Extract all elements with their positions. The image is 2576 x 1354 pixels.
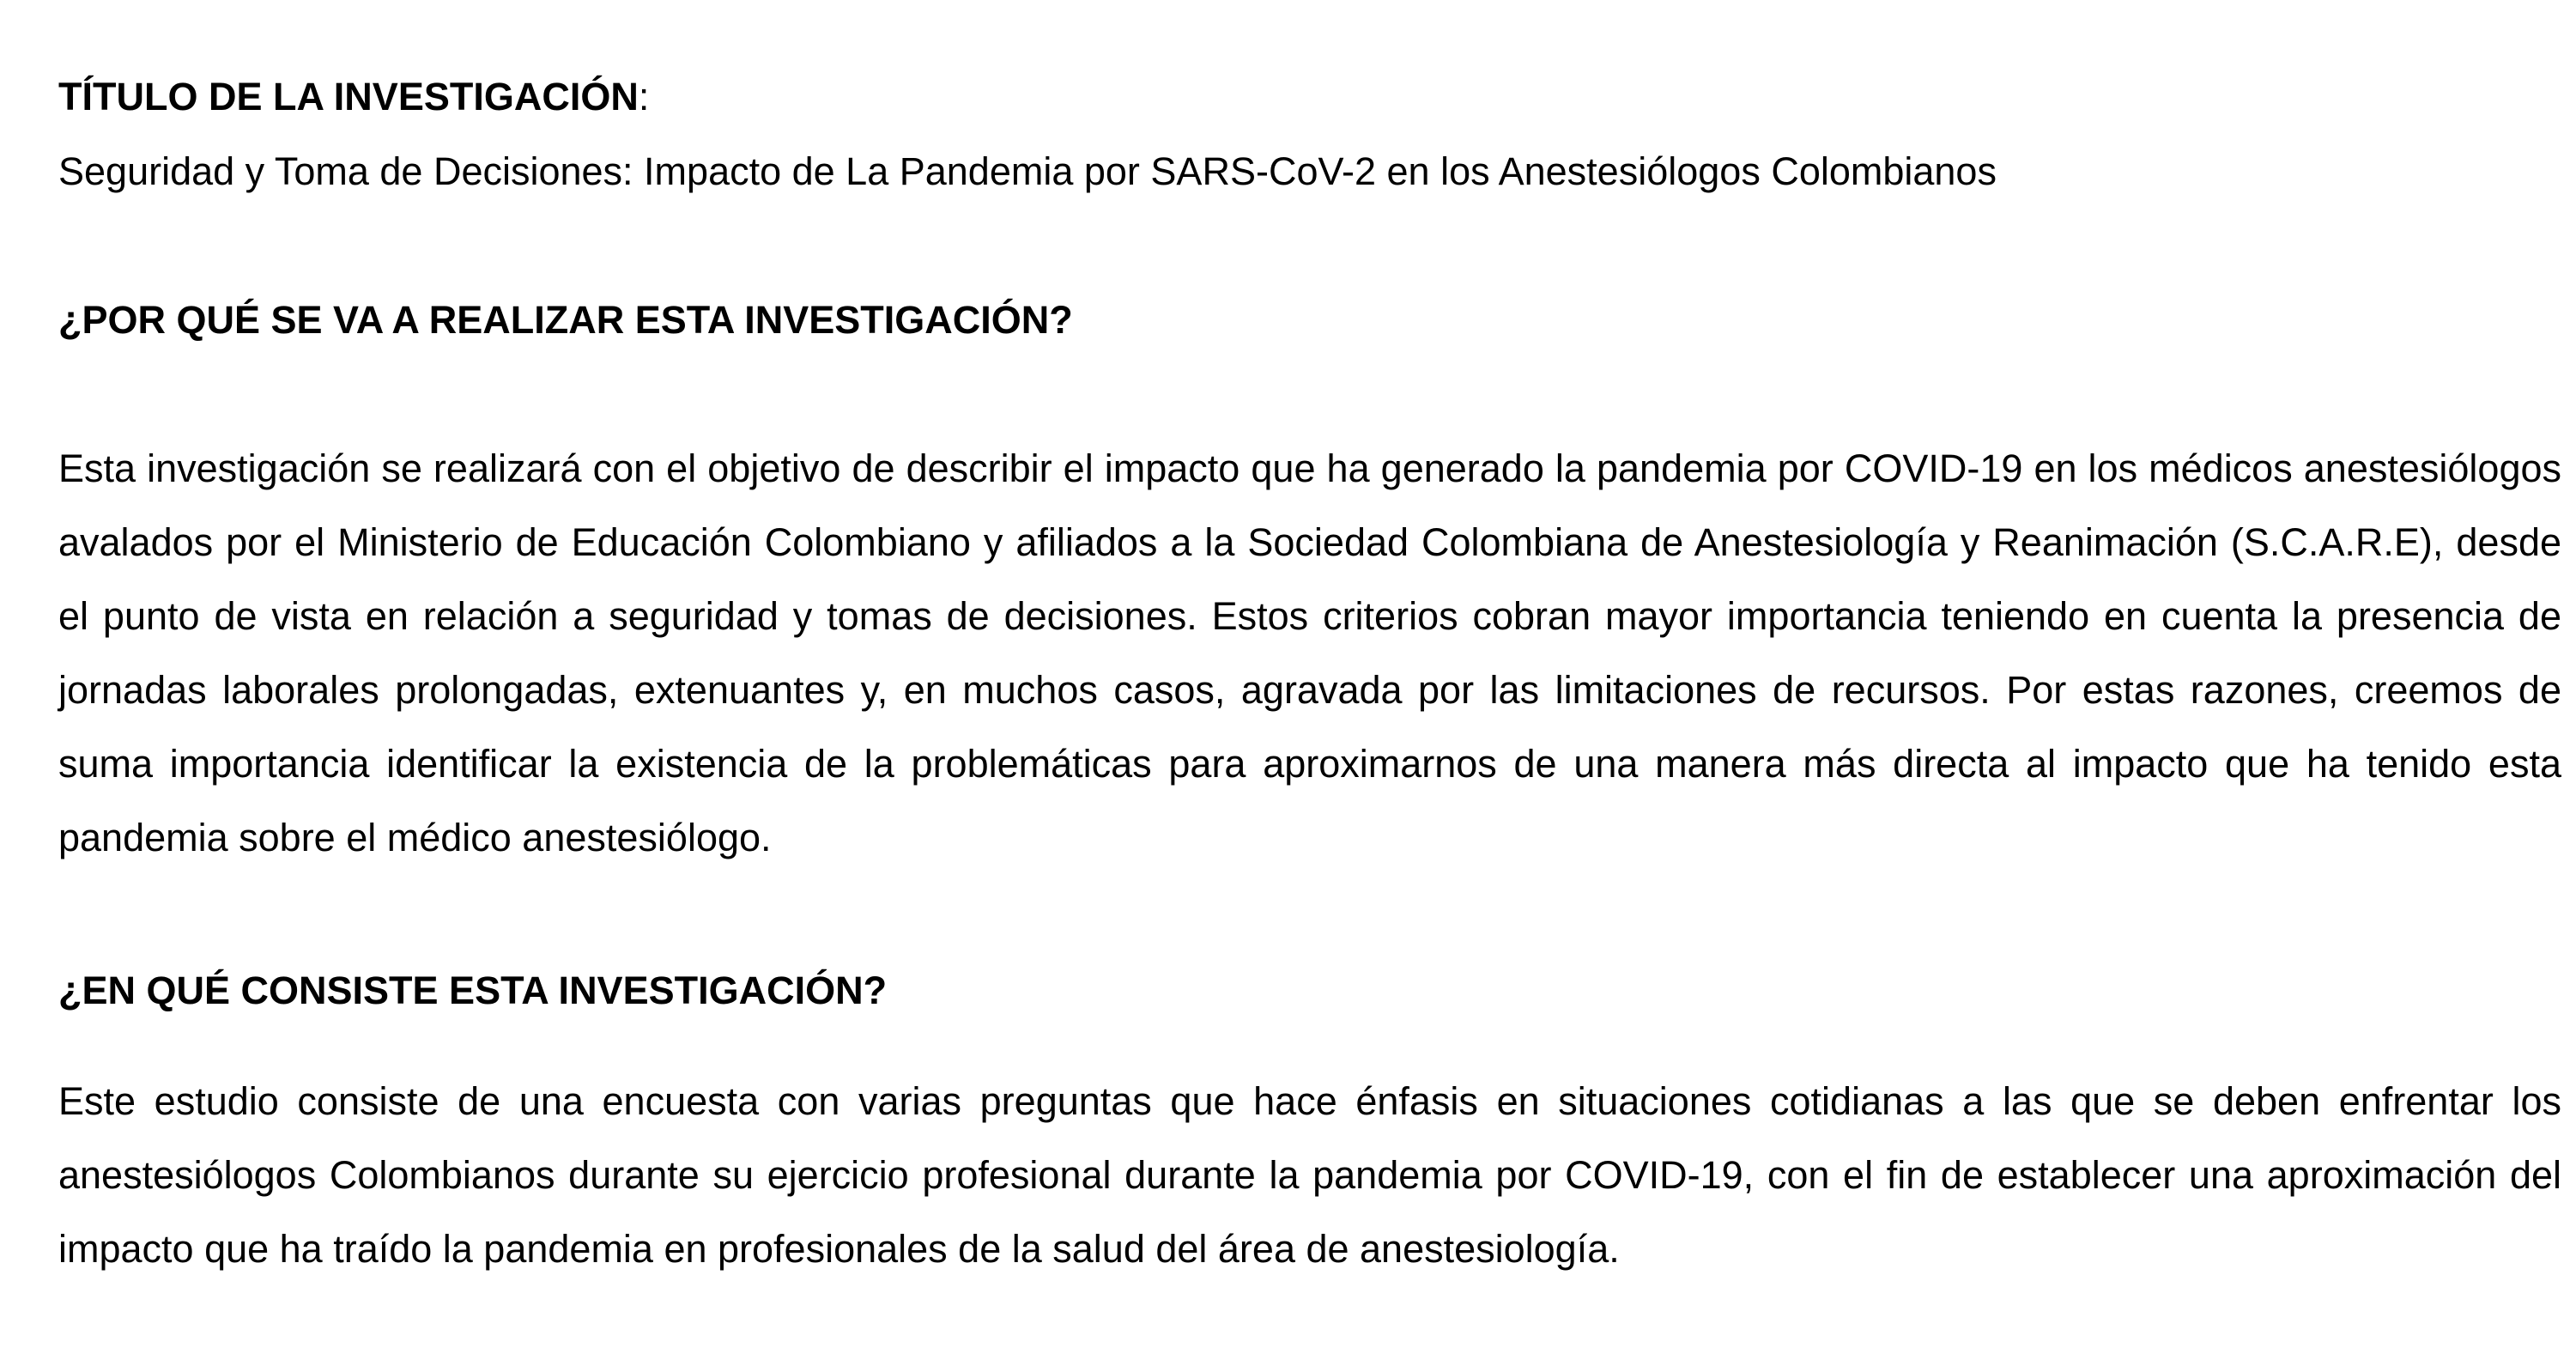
research-title-label: TÍTULO DE LA INVESTIGACIÓN bbox=[58, 75, 639, 118]
research-title-colon: : bbox=[638, 75, 650, 118]
section-heading-why: ¿POR QUÉ SE VA A REALIZAR ESTA INVESTIGACIÓN? bbox=[58, 298, 1073, 342]
research-title-heading bbox=[58, 60, 2561, 134]
research-title-value: Seguridad y Toma de Decisiones: Impacto de La Pandemia por SARS-CoV-2 en los Anestesiólogos Colombianos bbox=[58, 149, 1997, 193]
section-heading-what: ¿EN QUÉ CONSISTE ESTA INVESTIGACIÓN? bbox=[58, 968, 888, 1012]
section-body-why: Esta investigación se realizará con el objetivo de describir el impacto que ha generado la pandemia por COVID-19 en los médicos anestesiólogos avalados por el Ministerio de Educación Colombiano y afiliados a la Sociedad Colombiana de Anestesiología y Reanimación (S.C.A.R.E), desde el punto de vista en relación a seguridad y tomas de decisiones. Estos criterios cobran mayor importancia teniendo en cuenta la presencia de jornadas laborales prolongadas, extenuantes y, en muchos casos, agravada por las limitaciones de recursos. Por estas razones, creemos de suma importancia identificar la existencia de la problemáticas para aproximarnos de una manera más directa al impacto que ha tenido esta pandemia sobre el médico anestesiólogo. bbox=[58, 446, 2561, 859]
section-body-what: Este estudio consiste de una encuesta con varias preguntas que hace énfasis en situaciones cotidianas a las que se deben enfrentar los anestesiólogos Colombianos durante su ejercicio profesional durante la pandemia por COVID-19, con el fin de establecer una aproximación del impacto que ha traído la pandemia en profesionales de la salud del área de anestesiología. bbox=[58, 1079, 2561, 1271]
